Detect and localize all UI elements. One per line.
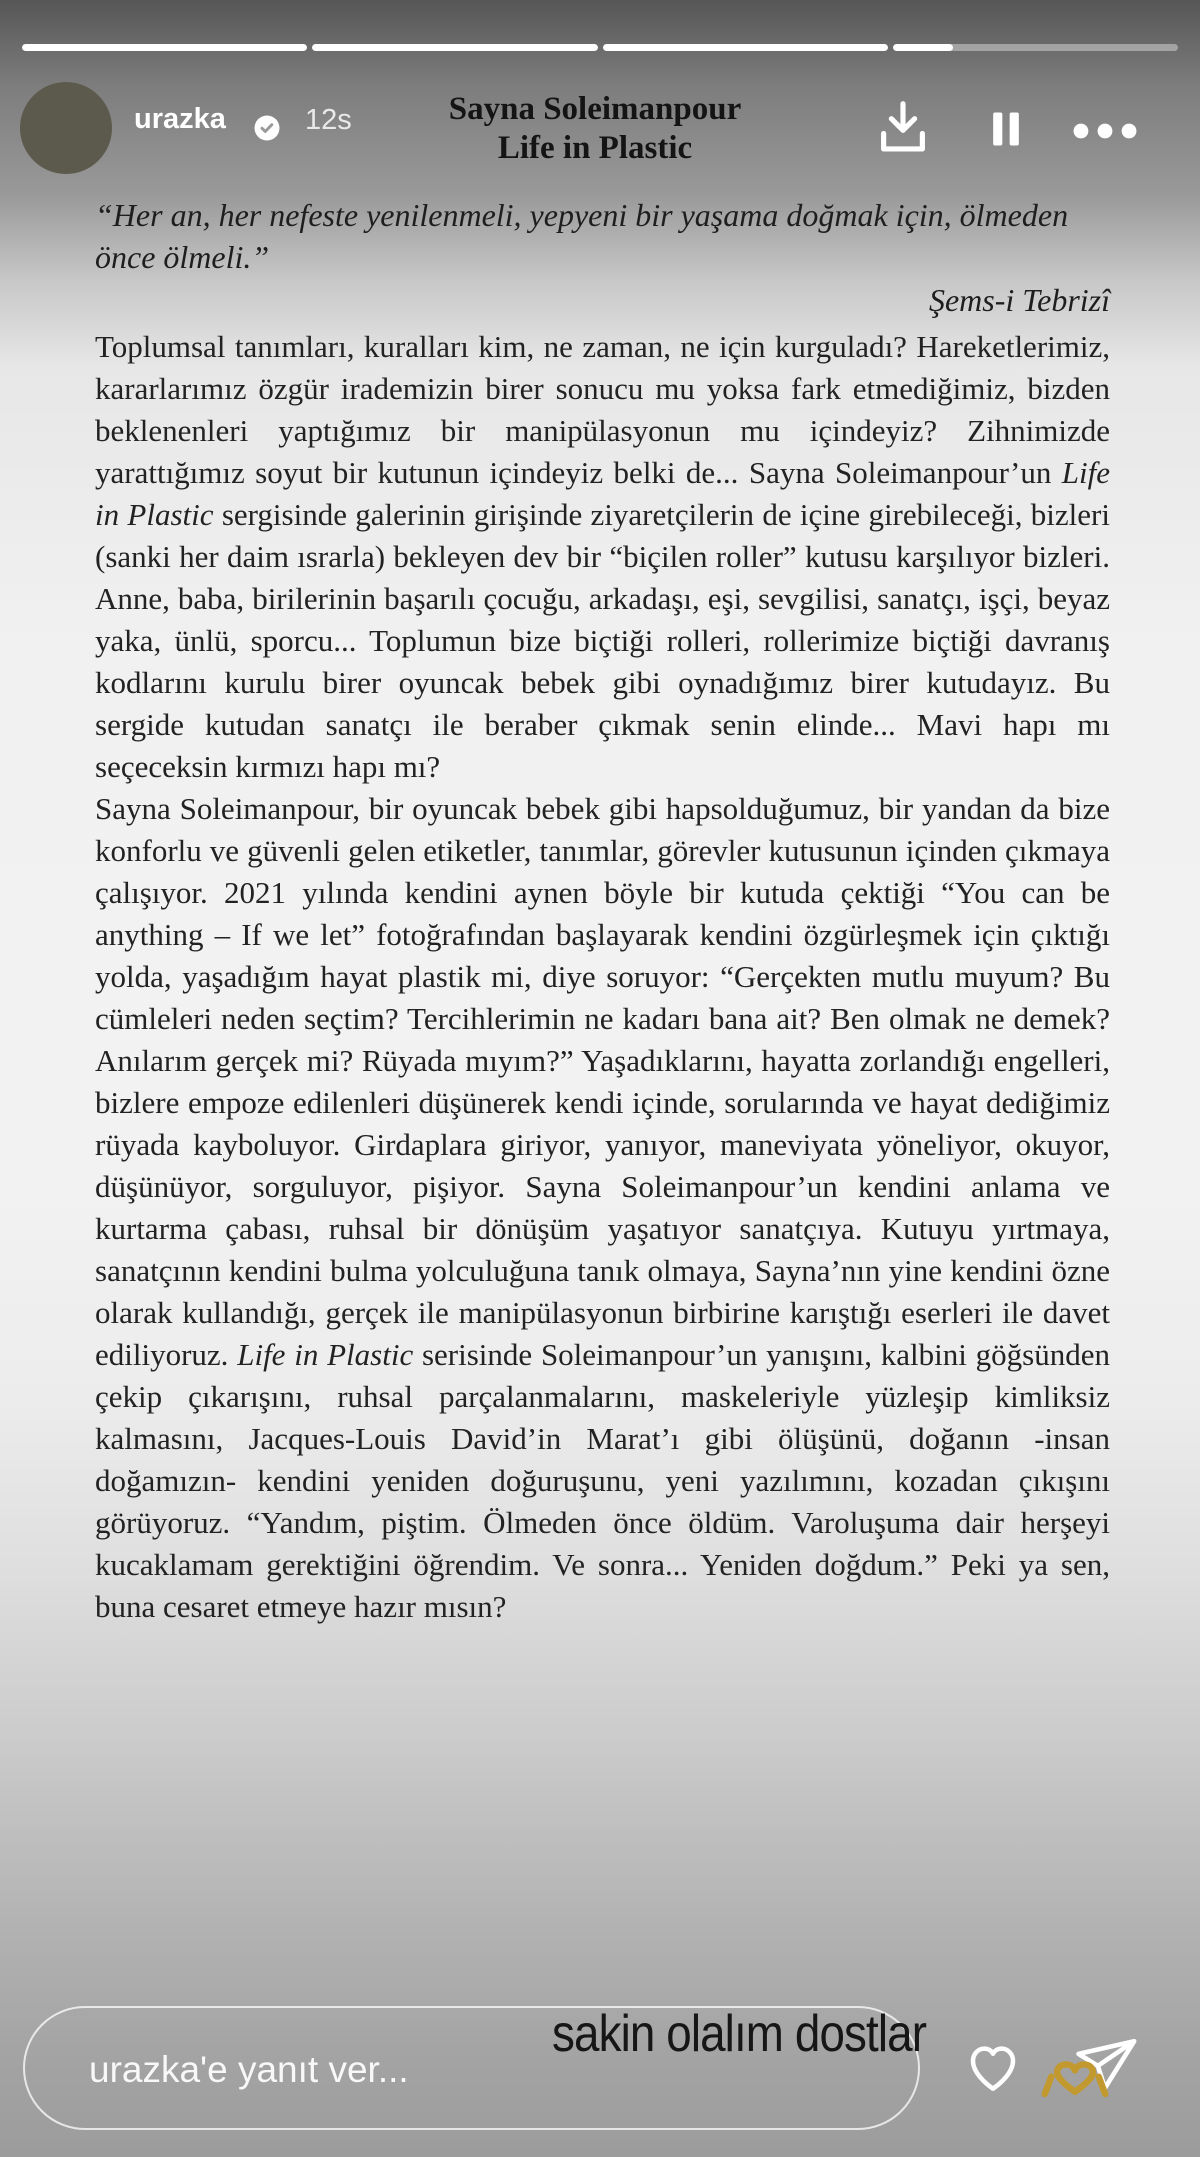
text-sticker: sakin olalım dostlar xyxy=(552,2005,927,2063)
title-line1: Sayna Soleimanpour xyxy=(448,91,742,127)
download-button[interactable] xyxy=(872,94,934,160)
progress-fill xyxy=(603,44,888,51)
heart-icon xyxy=(960,2034,1026,2098)
quote-text: “Her an, her nefeste yenilenmeli, yepyeni bir yaşama doğmak için, ölmeden önce ölmeli.” xyxy=(95,197,1069,275)
heart-reaction-button[interactable] xyxy=(960,2034,1026,2098)
progress-fill xyxy=(312,44,597,51)
more-options-button[interactable] xyxy=(1068,112,1142,150)
more-options-icon xyxy=(1068,112,1142,150)
article-paragraph: Sayna Soleimanpour, bir oyuncak bebek gibi hapsolduğumuz, bir yandan da bize konforlu ve güvenli gelen etiketler, tanımlar, görevler kutusunun içinden çıkmaya çalışıyor. 2021 yılında kendini aynen böyle bir kutuda çektiği “You can be anything – If we let” fotoğrafından başlayarak kendini özgürleşmek için çıktığı yolda, yaşadığım hayat plastik mi, diye soruyor: “Gerçekten mutlu muyum? Bu cümleleri neden seçtim? Tercihlerimin ne kadarı bana ait? Ben olmak ne demek? Anılarım gerçek mi? Rüyada mıyım?” Yaşadıklarını, hayatta zorlandığı engelleri, bizlere empoze edilenleri düşünerek kendi içinde, sorularında ve hayat dediğimiz rüyada kayboluyor. Girdaplara giriyor, yanıyor, maneviyata yöneliyor, okuyor, düşünüyor, sorguluyor, pişiyor. Sayna Soleimanpour’un kendini anlama ve kurtarma çabası, ruhsal bir dönüşüm yaşatıyor sanatçıya. Kutuyu yırtmaya, sanatçının kendini bulma yolculuğuna tanık olmaya, Sayna’nın yine kendini özne olarak kullandığı, gerçek ile manipülasyonun birbirine karıştığı eserleri ile davet ediliyoruz. Life in Plastic serisinde Soleimanpour’un yanışını, kalbini göğsünden çekip çıkarışını, ruhsal parçalanmalarını, maskeleriyle yüzleşip kimliksiz kalmasını, Jacques-Louis David’in Marat’ı gibi ölüşünü, doğanın -insan doğamızın- kendini yeniden doğuruşunu, yeni yazılımını, kozadan çıkışını görüyoruz. “Yandım, piştim. Ölmeden önce öldüm. Varoluşuma dair herşeyi kucaklamam gerektiğini öğrendim. Ve sonra... Yeniden doğdum.” Peki ya sen, buna cesaret etmeye hazır mısın? xyxy=(95,791,1110,1624)
progress-segment xyxy=(312,44,597,51)
story-timestamp: 12s xyxy=(305,104,352,136)
progress-segment xyxy=(603,44,888,51)
progress-fill xyxy=(893,44,953,51)
article-paragraph: Toplumsal tanımları, kuralları kim, ne zaman, ne için kurguladı? Hareketlerimiz, kararlarımız özgür irademizin birer sonucu mu yoksa fark etmediğimiz, bizden beklenenleri yaptığımız bir manipülasyonun mu içindeyiz? Zihnimizde yarattığımız soyut bir kutunun içindeyiz belki de... Sayna Soleimanpour’un Life in Plastic sergisinde galerinin girişinde ziyaretçilerin de içine girebileceği, bizleri (sanki her daim ısrarla) bekleyen dev bir “biçilen roller” kutusu karşılıyor bizleri. Anne, baba, birilerinin başarılı çocuğu, arkadaşı, eşi, sevgilisi, sanatçı, işçi, beyaz yaka, ünlü, sporcu... Toplumun bize biçtiği rolleri, rollerimize biçtiği davranış kodlarını kurulu birer oyuncak bebek gibi oynadığımız birer kutudayız. Bu sergide kutudan sanatçı ile beraber çıkmak senin elinde... Mavi hapı mı seçeceksin kırmızı hapı mı? xyxy=(95,329,1110,784)
story-progress-bar xyxy=(22,44,1178,51)
progress-fill xyxy=(22,44,307,51)
progress-segment xyxy=(22,44,307,51)
heart-hands-emoji xyxy=(1040,2053,1110,2109)
pause-icon xyxy=(984,102,1028,156)
progress-segment xyxy=(893,44,1178,51)
pause-button[interactable] xyxy=(984,102,1028,156)
article-body xyxy=(95,326,1110,1628)
quote-attribution: Şems-i Tebrizî xyxy=(928,282,1110,318)
download-icon xyxy=(872,94,934,160)
username[interactable]: urazka xyxy=(134,103,226,135)
avatar[interactable] xyxy=(20,82,112,174)
verified-badge-icon xyxy=(252,113,282,143)
page-title xyxy=(310,90,880,168)
title-line2: Life in Plastic xyxy=(497,130,693,166)
